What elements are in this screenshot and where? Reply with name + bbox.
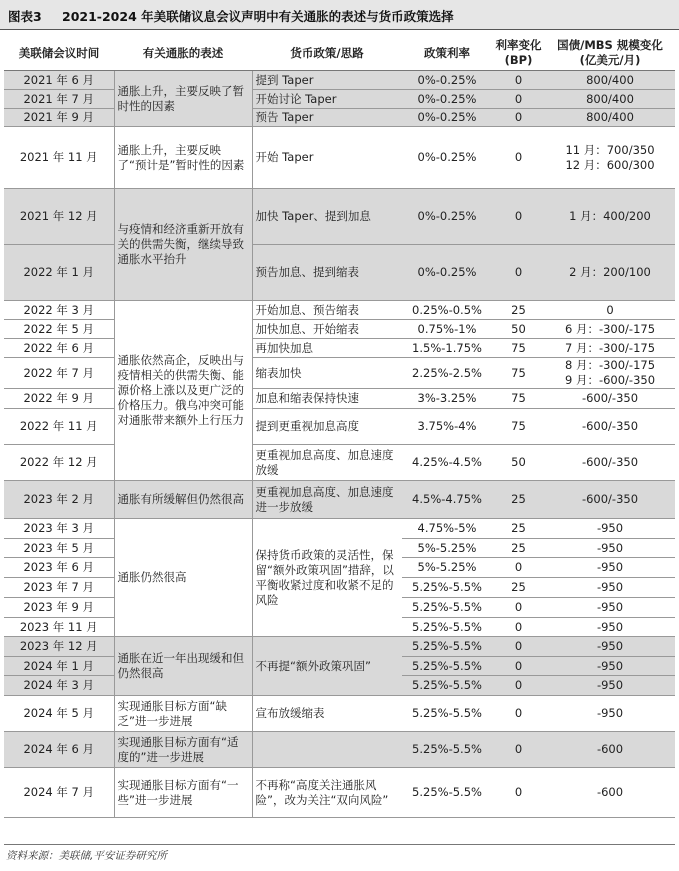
- rate-change-bp: 0: [492, 732, 545, 768]
- meeting-date: 2024 年 5 月: [4, 696, 114, 732]
- column-header: 政策利率: [402, 36, 492, 71]
- rate-change-bp: 0: [492, 71, 545, 90]
- meeting-date: 2023 年 11 月: [4, 618, 114, 637]
- column-header: 利率变化 (BP): [492, 36, 545, 71]
- policy-rate: 0%-0.25%: [402, 189, 492, 245]
- rate-change-bp: 0: [492, 637, 545, 657]
- figure-title-bar: [0, 0, 679, 30]
- table-row: [4, 409, 675, 445]
- policy-rate: 0.75%-1%: [402, 320, 492, 339]
- meeting-date: 2022 年 5 月: [4, 320, 114, 339]
- policy-rate: 5.25%-5.5%: [402, 618, 492, 637]
- rate-change-bp: 0: [492, 657, 545, 676]
- rate-change-bp: 50: [492, 320, 545, 339]
- meeting-date: 2022 年 6 月: [4, 339, 114, 358]
- rate-change-bp: 25: [492, 539, 545, 558]
- table-row: [4, 389, 675, 409]
- balance-sheet-change: 800/400: [545, 109, 675, 127]
- balance-sheet-change: 11 月：700/350 12 月：600/300: [545, 127, 675, 189]
- balance-sheet-change: -600/-350: [545, 481, 675, 519]
- rate-change-bp: 0: [492, 768, 545, 818]
- column-header: 货币政策/思路: [252, 36, 402, 71]
- policy-rate: 0%-0.25%: [402, 109, 492, 127]
- inflation-statement: 通胀仍然很高: [114, 519, 252, 637]
- rate-change-bp: 0: [492, 245, 545, 301]
- balance-sheet-change: -950: [545, 539, 675, 558]
- rate-change-bp: 0: [492, 696, 545, 732]
- meeting-date: 2022 年 12 月: [4, 445, 114, 481]
- policy-stance: 开始讨论 Taper: [252, 90, 402, 109]
- table-row: [4, 320, 675, 339]
- table-row: [4, 90, 675, 109]
- table-row: [4, 732, 675, 768]
- balance-sheet-change: -600/-350: [545, 409, 675, 445]
- balance-sheet-change: -950: [545, 519, 675, 539]
- policy-stance: 不再提“额外政策巩固”: [252, 637, 402, 696]
- source-note: 资料来源：美联储,平安证券研究所: [6, 850, 167, 862]
- policy-rate: 5.25%-5.5%: [402, 657, 492, 676]
- table-row: [4, 445, 675, 481]
- policy-rate: 5%-5.25%: [402, 539, 492, 558]
- table-row: [4, 245, 675, 301]
- balance-sheet-change: -950: [545, 676, 675, 696]
- balance-sheet-change: 2 月：200/100: [545, 245, 675, 301]
- table-row: [4, 481, 675, 519]
- rate-change-bp: 25: [492, 578, 545, 598]
- rate-change-bp: 0: [492, 127, 545, 189]
- meeting-date: 2023 年 9 月: [4, 598, 114, 618]
- balance-sheet-change: 8 月：-300/-175 9 月：-600/-350: [545, 358, 675, 389]
- meeting-date: 2023 年 6 月: [4, 558, 114, 578]
- balance-sheet-change: 0: [545, 301, 675, 320]
- policy-rate: 4.75%-5%: [402, 519, 492, 539]
- meeting-date: 2021 年 12 月: [4, 189, 114, 245]
- balance-sheet-change: -600: [545, 732, 675, 768]
- policy-stance: 提到更重视加息高度: [252, 409, 402, 445]
- policy-stance: 开始加息、预告缩表: [252, 301, 402, 320]
- policy-stance: 更重视加息高度、加息速度进一步放缓: [252, 481, 402, 519]
- meeting-date: 2023 年 7 月: [4, 578, 114, 598]
- policy-stance: 提到 Taper: [252, 71, 402, 90]
- policy-rate: 5.25%-5.5%: [402, 768, 492, 818]
- meeting-date: 2024 年 3 月: [4, 676, 114, 696]
- balance-sheet-change: -950: [545, 696, 675, 732]
- table-row: [4, 189, 675, 245]
- policy-stance: 加息和缩表保持快速: [252, 389, 402, 409]
- inflation-statement: 通胀上升，主要反映了“预计是”暂时性的因素: [114, 127, 252, 189]
- policy-stance: 开始 Taper: [252, 127, 402, 189]
- table-row: [4, 339, 675, 358]
- rate-change-bp: 25: [492, 481, 545, 519]
- balance-sheet-change: -600/-350: [545, 389, 675, 409]
- meeting-date: 2023 年 12 月: [4, 637, 114, 657]
- balance-sheet-change: -950: [545, 618, 675, 637]
- table-row: [4, 109, 675, 127]
- policy-rate: 0%-0.25%: [402, 245, 492, 301]
- meeting-date: 2022 年 7 月: [4, 358, 114, 389]
- policy-rate: 5.25%-5.5%: [402, 696, 492, 732]
- meeting-date: 2022 年 3 月: [4, 301, 114, 320]
- policy-rate: 5.25%-5.5%: [402, 578, 492, 598]
- policy-rate: 5.25%-5.5%: [402, 598, 492, 618]
- header-row: [4, 36, 675, 71]
- policy-rate: 5.25%-5.5%: [402, 676, 492, 696]
- meeting-date: 2024 年 1 月: [4, 657, 114, 676]
- balance-sheet-change: 6 月：-300/-175: [545, 320, 675, 339]
- balance-sheet-change: -950: [545, 578, 675, 598]
- policy-rate: 5.25%-5.5%: [402, 732, 492, 768]
- inflation-statement: 通胀上升，主要反映了暂时性的因素: [114, 71, 252, 127]
- meeting-date: 2021 年 9 月: [4, 109, 114, 127]
- policy-stance: 再加快加息: [252, 339, 402, 358]
- rate-change-bp: 75: [492, 339, 545, 358]
- policy-stance: 缩表加快: [252, 358, 402, 389]
- balance-sheet-change: 7 月：-300/-175: [545, 339, 675, 358]
- rate-change-bp: 0: [492, 189, 545, 245]
- meeting-date: 2024 年 6 月: [4, 732, 114, 768]
- policy-rate: 0%-0.25%: [402, 90, 492, 109]
- meeting-date: 2023 年 5 月: [4, 539, 114, 558]
- policy-rate: 0.25%-0.5%: [402, 301, 492, 320]
- rate-change-bp: 75: [492, 409, 545, 445]
- policy-rate: 3.75%-4%: [402, 409, 492, 445]
- figure-label: 图表3: [8, 9, 42, 24]
- table-row: [4, 358, 675, 389]
- table-row: [4, 768, 675, 818]
- inflation-statement: 通胀有所缓解但仍然很高: [114, 481, 252, 519]
- rate-change-bp: 0: [492, 558, 545, 578]
- inflation-statement: 通胀依然高企，反映出与疫情相关的供需失衡、能源价格上涨以及更广泛的价格压力。俄乌冲突可能对通胀带来额外上行压力: [114, 301, 252, 481]
- inflation-statement: 通胀在近一年出现缓和但仍然很高: [114, 637, 252, 696]
- balance-sheet-change: -950: [545, 558, 675, 578]
- meeting-date: 2024 年 7 月: [4, 768, 114, 818]
- table-row: [4, 127, 675, 189]
- policy-stance: 更重视加息高度、加息速度放缓: [252, 445, 402, 481]
- meeting-date: 2022 年 11 月: [4, 409, 114, 445]
- table-row: [4, 696, 675, 732]
- table-row: [4, 637, 675, 657]
- balance-sheet-change: 800/400: [545, 71, 675, 90]
- figure-title: 2021-2024 年美联储议息会议声明中有关通胀的表述与货币政策选择: [62, 9, 454, 24]
- column-header: 有关通胀的表述: [114, 36, 252, 71]
- balance-sheet-change: -600: [545, 768, 675, 818]
- policy-rate: 3%-3.25%: [402, 389, 492, 409]
- meeting-date: 2021 年 11 月: [4, 127, 114, 189]
- balance-sheet-change: -600/-350: [545, 445, 675, 481]
- rate-change-bp: 75: [492, 389, 545, 409]
- rate-change-bp: 0: [492, 676, 545, 696]
- inflation-statement: 实现通胀目标方面有“一些”进一步进展: [114, 768, 252, 818]
- balance-sheet-change: -950: [545, 657, 675, 676]
- policy-stance: 宣布放缓缩表: [252, 696, 402, 732]
- table-row: [4, 71, 675, 90]
- policy-rate: 4.5%-4.75%: [402, 481, 492, 519]
- table-row: [4, 301, 675, 320]
- policy-rate: 4.25%-4.5%: [402, 445, 492, 481]
- policy-stance: 预告加息、提到缩表: [252, 245, 402, 301]
- policy-stance: [252, 732, 402, 768]
- rate-change-bp: 0: [492, 618, 545, 637]
- meeting-date: 2022 年 1 月: [4, 245, 114, 301]
- policy-stance: 保持货币政策的灵活性，保留“额外政策巩固”措辞，以平衡收紧过度和收紧不足的风险: [252, 519, 402, 637]
- meeting-date: 2023 年 3 月: [4, 519, 114, 539]
- policy-stance: 加快 Taper、提到加息: [252, 189, 402, 245]
- policy-rate: 2.25%-2.5%: [402, 358, 492, 389]
- balance-sheet-change: -950: [545, 637, 675, 657]
- policy-rate: 5%-5.25%: [402, 558, 492, 578]
- policy-stance: 预告 Taper: [252, 109, 402, 127]
- meeting-date: 2021 年 6 月: [4, 71, 114, 90]
- rate-change-bp: 50: [492, 445, 545, 481]
- column-header: 美联储会议时间: [4, 36, 114, 71]
- column-header: 国债/MBS 规模变化 (亿美元/月): [545, 36, 675, 71]
- meeting-date: 2021 年 7 月: [4, 90, 114, 109]
- rate-change-bp: 25: [492, 519, 545, 539]
- policy-rate: 0%-0.25%: [402, 127, 492, 189]
- policy-stance: 加快加息、开始缩表: [252, 320, 402, 339]
- rate-change-bp: 0: [492, 598, 545, 618]
- balance-sheet-change: -950: [545, 598, 675, 618]
- bottom-rule: [4, 844, 675, 845]
- policy-rate: 1.5%-1.75%: [402, 339, 492, 358]
- inflation-statement: 与疫情和经济重新开放有关的供需失衡，继续导致通胀水平抬升: [114, 189, 252, 301]
- balance-sheet-change: 800/400: [545, 90, 675, 109]
- inflation-statement: 实现通胀目标方面有“适度的”进一步进展: [114, 732, 252, 768]
- fed-statement-table: [4, 36, 675, 818]
- inflation-statement: 实现通胀目标方面“缺乏”进一步进展: [114, 696, 252, 732]
- rate-change-bp: 75: [492, 358, 545, 389]
- policy-rate: 0%-0.25%: [402, 71, 492, 90]
- meeting-date: 2022 年 9 月: [4, 389, 114, 409]
- policy-stance: 不再称“高度关注通胀风险”，改为关注“双向风险”: [252, 768, 402, 818]
- rate-change-bp: 0: [492, 90, 545, 109]
- balance-sheet-change: 1 月：400/200: [545, 189, 675, 245]
- rate-change-bp: 25: [492, 301, 545, 320]
- table-row: [4, 519, 675, 539]
- meeting-date: 2023 年 2 月: [4, 481, 114, 519]
- rate-change-bp: 0: [492, 109, 545, 127]
- policy-rate: 5.25%-5.5%: [402, 637, 492, 657]
